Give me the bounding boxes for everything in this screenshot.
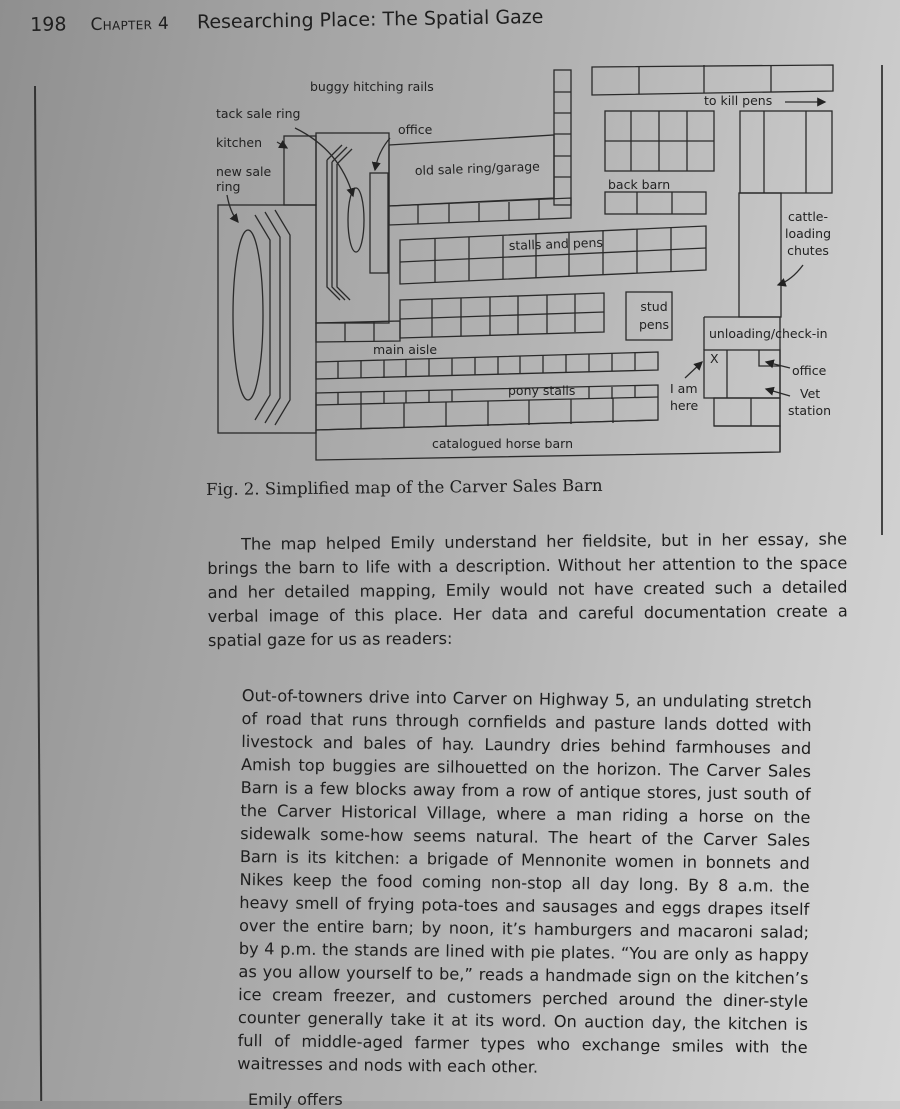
cut-off-line: Emily offers (248, 1090, 343, 1109)
kitchen-arrow (277, 142, 287, 148)
label-office-top: office (398, 122, 433, 137)
i-am-here-arrow (685, 362, 702, 378)
new-ring-arrow (227, 195, 238, 222)
label-here: here (670, 398, 699, 413)
barn-map (0, 0, 900, 480)
block-quote (237, 684, 812, 1082)
label-vet: Vet (800, 386, 821, 401)
paragraph-text: The map helped Emily understand her fieldsite, but in her essay, she brings the barn to life with a description. Without her attention to the space and her detailed mapping, Emily would not have created such a detailed verbal image of this place. Her data and careful documentation create a spatial gaze for us as readers: (207, 529, 848, 650)
label-catalogued-horse-barn: catalogued horse barn (432, 436, 573, 451)
chapter-title: Researching Place: The Spatial Gaze (196, 5, 544, 34)
office-block (370, 173, 388, 273)
label-i-am: I am (670, 381, 698, 396)
block-quote-text: Out-of-towners drive into Carver on Highway 5, an undulating stretch of road that runs through cornfields and pasture lands dotted with livestock and bales of hay. Laundry dries behind farmhouses and Amish top buggies are silhouetted on the horizon. The Carver Sales Barn is a few blocks away from a row of antique stores, just south of the Carver Historical Village, where a man riding a horse on the sidewalk some-how seems natural. The heart of the Carver Sales Barn is its kitchen: a brigade of Mennonite women in bonnets and Nikes keep the food coming non-stop all day long. By 8 a.m. the heavy smell of frying pota-toes and sausages and eggs drapes itself over the entire barn; by noon, it’s hamburgers and macaroni salad; by 4 p.m. the stands are lined with pie plates. “You are only as happy as you allow yourself to be,” reads a handmade sign on the kitchen’s ice cream freezer, and customers perched around the diner-style counter generally take it at its word. On auction day, the kitchen is full of middle-aged farmer types who exchange smiles with the waitresses and nods with each other. (237, 685, 812, 1077)
label-loading: loading (784, 226, 832, 241)
pens-row-mid (316, 293, 604, 342)
kitchen-block (284, 136, 316, 205)
label-x-mark: X (710, 351, 719, 366)
tack-ring-oval (348, 188, 364, 252)
label-buggy-hitching-rails: buggy hitching rails (310, 79, 434, 94)
label-unloading-checkin: unloading/check-in (709, 326, 828, 341)
label-chutes: chutes (787, 243, 829, 258)
office-arrow (375, 138, 390, 170)
vet-arrow (766, 389, 790, 396)
back-barn-grid (605, 111, 714, 214)
chapter-label: Chapter 4 (90, 13, 170, 36)
label-main-aisle: main aisle (373, 342, 438, 357)
hitching-rails (554, 70, 571, 205)
body-paragraph (207, 527, 848, 653)
label-pens: pens (638, 317, 670, 332)
label-new-sale: new sale (216, 164, 272, 179)
figure-caption: Fig. 2. Simplified map of the Carver Sales Barn (206, 475, 603, 499)
cattle-arrow (778, 265, 803, 285)
label-stud: stud (640, 299, 668, 314)
office-right-arrow (766, 362, 790, 368)
stalls-and-pens-grid (400, 226, 706, 284)
map-structures (218, 65, 833, 460)
label-to-kill-pens: to kill pens (704, 93, 773, 108)
label-station: station (788, 403, 832, 418)
pony-stalls (316, 385, 658, 430)
new-sale-ring-oval (233, 230, 263, 400)
label-cattle: cattle- (787, 209, 829, 224)
label-tack-sale-ring: tack sale ring (216, 106, 301, 121)
main-aisle-stalls (316, 352, 658, 379)
label-ring: ring (216, 179, 241, 194)
page-number: 198 (30, 13, 67, 36)
kill-pens-row (592, 65, 833, 95)
label-pony-stalls: pony stalls (508, 383, 576, 398)
label-old-sale-ring: old sale ring/garage (414, 158, 541, 178)
tack-ring-arrow (295, 128, 353, 196)
label-stalls-and-pens: stalls and pens (508, 234, 604, 253)
label-back-barn: back barn (608, 177, 671, 192)
label-kitchen: kitchen (216, 135, 263, 150)
label-office-right: office (792, 363, 827, 378)
stall-row-upper (389, 198, 571, 225)
